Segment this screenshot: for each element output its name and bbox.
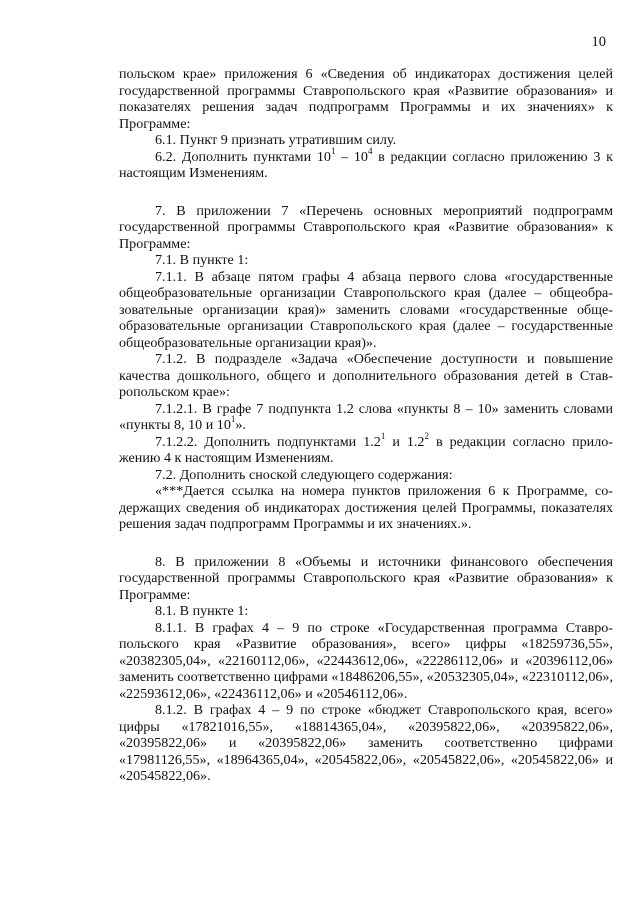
section-7-heading: 7. В приложении 7 «Перечень основных мероприятий подпрограмм государственной программы Ставропольского края «Развитие образования» к Программе: bbox=[119, 202, 613, 252]
footnote-quote: «***Дается ссылка на номера пунктов приложения 6 к Программе, содержащих сведения об индикаторах достижения целей Программы, показателях решения задач подпрограмм Программы и их значениях.». bbox=[119, 483, 613, 532]
paragraph-8-1-2: 8.1.2. В графах 4 – 9 по строке «бюджет Ставропольского края, всего» цифры «17821016,55», «18814365,04», «20395822,06», «20395822,06», «20395822,06» и «20395822,06» заменить соответственно цифрами «17981126,55», «18964365,04», «20545822,06», «20545822,06», «20545822,06» и «20545822,06». bbox=[119, 702, 613, 784]
paragraph-7-1-2: 7.1.2. В подразделе «Задача «Обеспечение доступности и повышение качества дошкольного, общего и дополнительного образования детей в Ставропольском крае»: bbox=[119, 351, 613, 400]
section-8-heading: 8. В приложении 8 «Объемы и источники финансового обеспечения государственной программы Ставропольского края «Развитие образования» к Программе: bbox=[119, 553, 613, 603]
paragraph-7-1: 7.1. В пункте 1: bbox=[155, 252, 249, 268]
paragraph-6-1: 6.1. Пункт 9 признать утратившим силу. bbox=[155, 132, 397, 148]
section-gap bbox=[119, 533, 613, 554]
section-gap bbox=[119, 182, 613, 203]
page-number: 10 bbox=[591, 34, 606, 50]
paragraph-8-1-1: 8.1.1. В графах 4 – 9 по строке «Государственная программа Ставропольского края «Развитие образования», всего» цифры «18259736,55», «20382305,04», «22160112,06», «22443612,06», «22286112,06» и «20396112,06» заменить соответственно цифрами «18486206,55», «20532305,04», «22310112,06», «22593612,06», «22436112,06» и «20546112,06». bbox=[119, 619, 613, 702]
paragraph-8-1: 8.1. В пункте 1: bbox=[155, 603, 249, 619]
paragraph-7-2: 7.2. Дополнить сноской следующего содержания: bbox=[155, 466, 453, 483]
paragraph-7-1-1: 7.1.1. В абзаце пятом графы 4 абзаца первого слова «государственные общеобразовательные организации Ставропольского края (далее – общеобразовательные организации края)» заменить словами «государственные общеобразовательные организации Ставропольского края (далее – государственные общеобразовательные организации края)». bbox=[119, 268, 613, 351]
paragraph-7-1-2-1: 7.1.2.1. В графе 7 подпункта 1.2 слова «пункты 8 – 10» заменить словами «пункты 8, 10 и $10^1$». bbox=[119, 400, 613, 433]
section-6-continuation: польском крае» приложения 6 «Сведения об индикаторах достижения целей государственной программы Ставропольского края «Развитие образования» и показателях решения задач подпрограмм Программы и их значениях» к Программе: bbox=[119, 66, 613, 132]
page-content bbox=[119, 66, 613, 785]
paragraph-6-2: 6.2. Дополнить пунктами $10^1 - 10^4$ в редакции согласно приложению 3 к настоящим Изменениям. bbox=[119, 145, 613, 181]
paragraph-7-1-2-2: 7.1.2.2. Дополнить подпунктами $1.2^1$ и $1.2^2$ в редакции согласно приложению 4 к настоящим Изменениям. bbox=[119, 430, 613, 466]
